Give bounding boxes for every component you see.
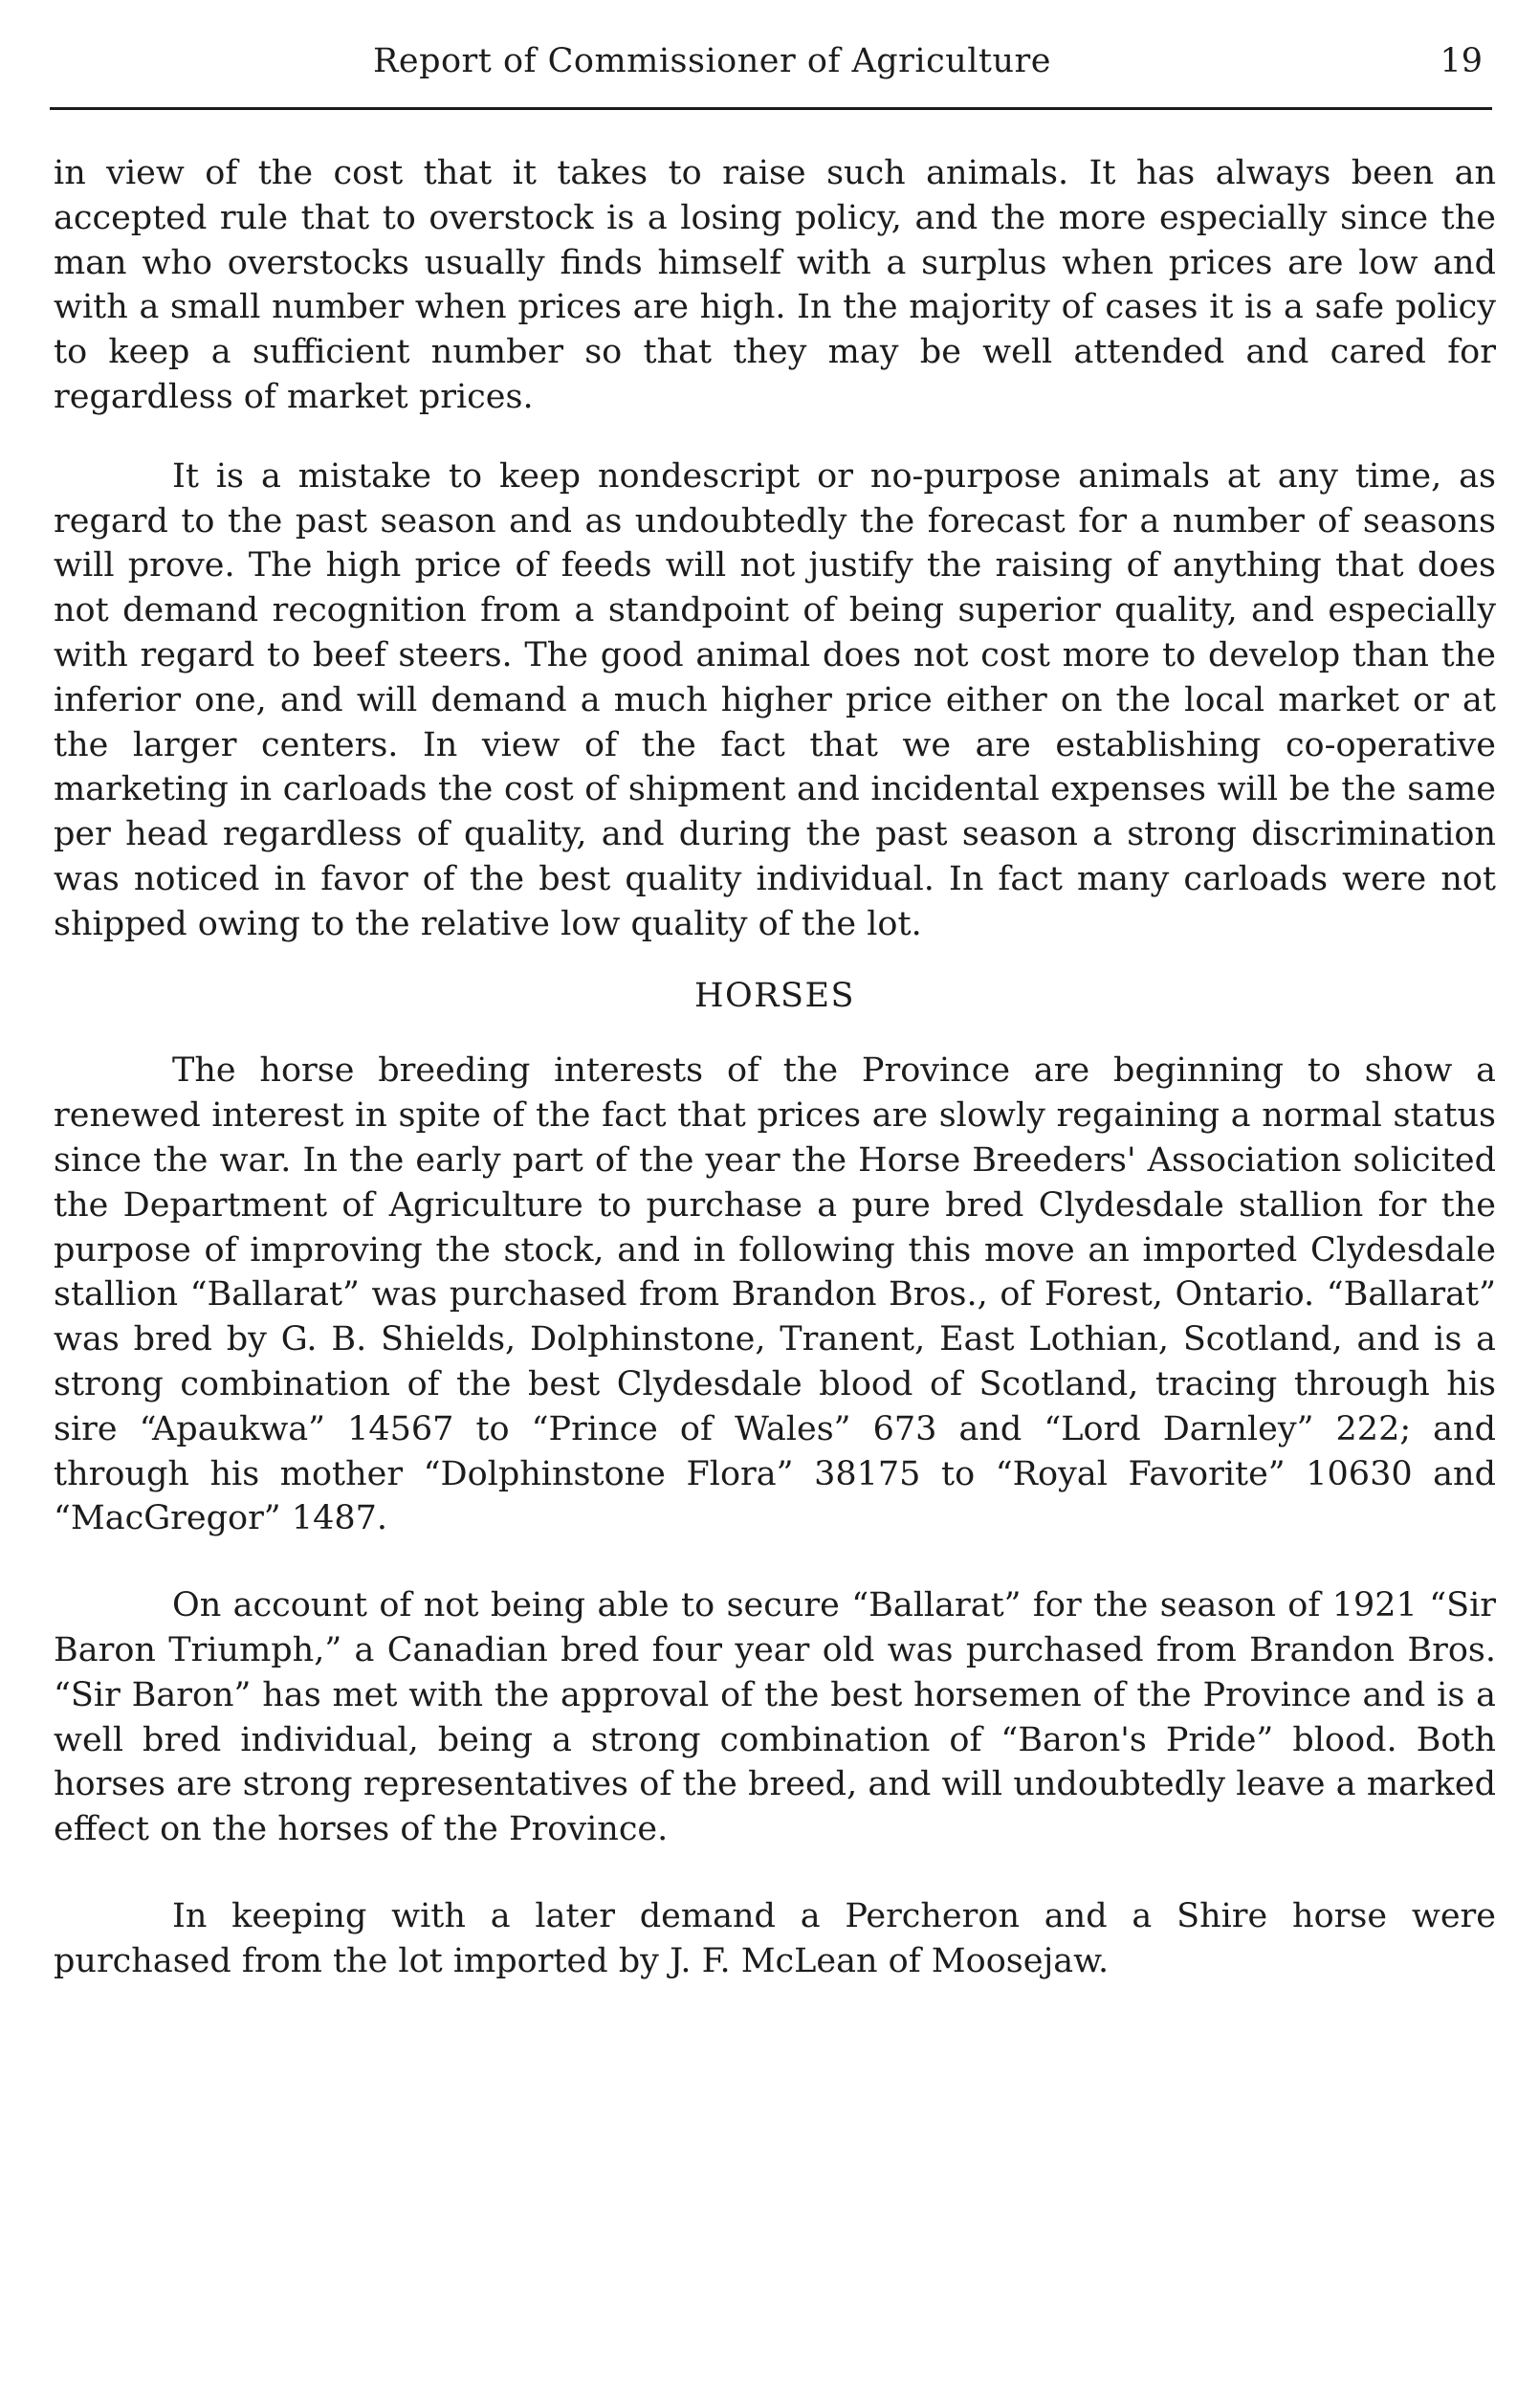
running-header xyxy=(50,42,1492,92)
section-heading: HORSES xyxy=(693,976,856,1015)
paragraph-percheron-shire: In keeping with a later demand a Percheron and a Shire horse were purchased from the lot imported by J. F. McLean of Moosejaw. xyxy=(54,1896,1496,1980)
paragraph-overstock: in view of the cost that it takes to raise such animals. It has always been an accepted rule that to overstock is a losing policy, and the more especially since the man who overstocks usually finds himself with a surplus when prices are low and with a small number when prices are high. In the majority of cases it is a safe policy to keep a sufficient number so that they may be well attended and cared for regardless of market prices. xyxy=(54,154,1496,416)
page-number: 19 xyxy=(1440,42,1483,80)
paragraph-nondescript-animals: It is a mistake to keep nondescript or no-purpose animals at any time, as regard to the past season and as undoubtedly the forecast for a number of seasons will prove. The high price of feeds will not justify the raising of anything that does not demand recognition from a standpoint of being superior quality, and especially with regard to beef steers. The good animal does not cost more to develop than the inferior one, and will demand a much higher price either on the local market or at the larger centers. In view of the fact that we are establishing co-operative marketing in carloads the cost of shipment and incidental expenses will be the same per head regardless of quality, and during the past season a strong discrimination was noticed in favor of the best quality individual. In fact many carloads were not shipped owing to the relative low quality of the lot. xyxy=(54,456,1496,943)
paragraph-sir-baron: On account of not being able to secure “Ballarat” for the season of 1921 “Sir Baron Triumph,” a Canadian bred four year old was purchased from Brandon Bros. “Sir Baron” has met with the approval of the best horsemen of the Province and is a well bred individual, being a strong combination of “Baron's Pride” blood. Both horses are strong representatives of the breed, and will undoubtedly leave a marked effect on the horses of the Province. xyxy=(54,1586,1496,1849)
header-rule xyxy=(50,107,1492,110)
paragraph-horse-breeding: The horse breeding interests of the Province are beginning to show a renewed interest in spite of the fact that prices are slowly regaining a normal status since the war. In the early part of the year the Horse Breeders' Association solicited the Department of Agriculture to purchase a pure bred Clydesdale stallion for the purpose of improving the stock, and in following this move an imported Clydesdale stallion “Ballarat” was purchased from Brandon Bros., of Forest, Ontario. “Ballarat” was bred by G. B. Shields, Dolphinstone, Tranent, East Lothian, Scotland, and is a strong combination of the best Clydesdale blood of Scotland, tracing through his sire “Apaukwa” 14567 to “Prince of Wales” 673 and “Lord Darnley” 222; and through his mother “Dolphinstone Flora” 38175 to “Royal Favorite” 10630 and “MacGregor” 1487. xyxy=(54,1051,1496,1538)
body-text xyxy=(54,151,1496,1983)
running-title: Report of Commissioner of Agriculture xyxy=(373,42,1051,80)
